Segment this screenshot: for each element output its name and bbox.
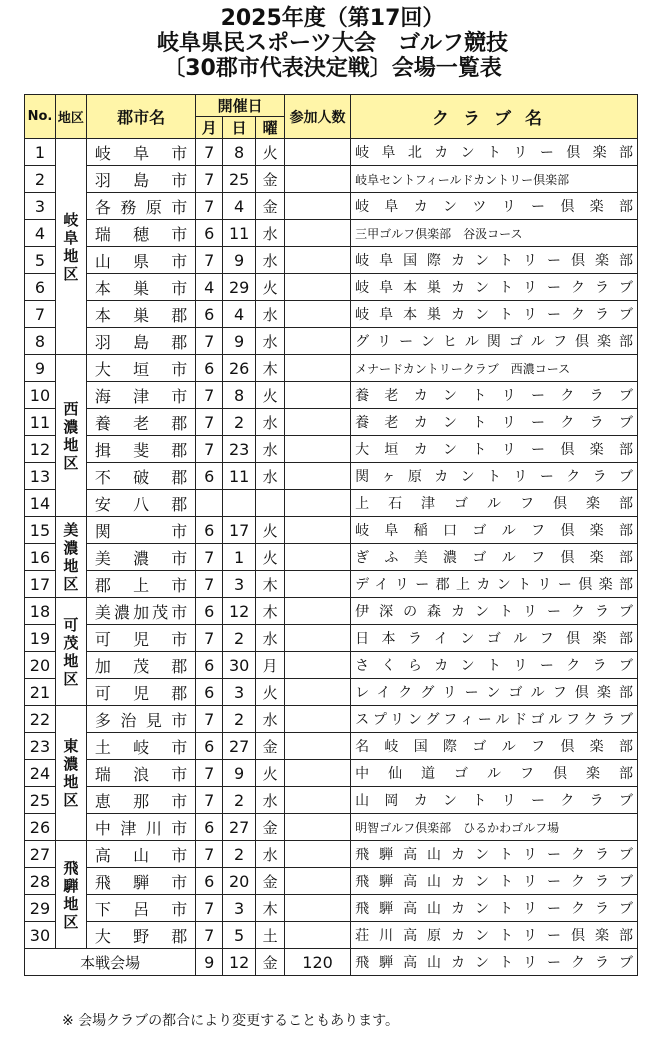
header-participants: 参加人数	[285, 95, 351, 139]
weekday-cell: 水	[256, 841, 285, 868]
row-number: 8	[25, 328, 56, 355]
participants-cell	[285, 139, 351, 166]
row-number: 24	[25, 760, 56, 787]
club-name: グリーンヒル関ゴルフ倶楽部	[351, 328, 638, 355]
row-number: 26	[25, 814, 56, 841]
region-char: 岐	[63, 210, 79, 229]
participants-cell	[285, 247, 351, 274]
table-row	[25, 760, 638, 787]
month-cell: 7	[196, 571, 223, 598]
final-participants: 120	[285, 949, 351, 976]
club-name: 荘川高原カントリー倶楽部	[351, 922, 638, 949]
participants-cell	[285, 706, 351, 733]
month-cell: 7	[196, 922, 223, 949]
row-number: 4	[25, 220, 56, 247]
weekday-cell: 金	[256, 814, 285, 841]
row-number: 1	[25, 139, 56, 166]
region-char: 東	[63, 737, 79, 755]
table-row	[25, 868, 638, 895]
region-char: 区	[63, 453, 79, 472]
table-row	[25, 490, 638, 517]
row-number: 9	[25, 355, 56, 382]
club-name: 岐阜本巣カントリークラブ	[351, 274, 638, 301]
weekday-cell: 木	[256, 598, 285, 625]
city-name: 山県市	[86, 247, 195, 274]
city-name: 不破郡	[86, 463, 195, 490]
city-name: 中津川市	[86, 814, 195, 841]
month-cell: 7	[196, 436, 223, 463]
month-cell: 7	[196, 760, 223, 787]
club-name: 岐阜セントフィールドカントリー倶楽部	[351, 166, 638, 193]
month-cell	[196, 490, 223, 517]
club-name: 名岐国際ゴルフ倶楽部	[351, 733, 638, 760]
club-name: 養老カントリークラブ	[351, 409, 638, 436]
row-number: 3	[25, 193, 56, 220]
row-number: 16	[25, 544, 56, 571]
month-cell: 7	[196, 247, 223, 274]
participants-cell	[285, 760, 351, 787]
table-row	[25, 544, 638, 571]
club-name: デイリー郡上カントリー倶楽部	[351, 571, 638, 598]
document-title	[0, 6, 665, 81]
weekday-cell: 火	[256, 382, 285, 409]
header-no: No.	[25, 95, 56, 139]
weekday-cell: 火	[256, 544, 285, 571]
day-cell: 27	[223, 733, 256, 760]
month-cell: 7	[196, 139, 223, 166]
day-cell	[223, 490, 256, 517]
table-row	[25, 382, 638, 409]
participants-cell	[285, 895, 351, 922]
weekday-cell: 水	[256, 220, 285, 247]
participants-cell	[285, 922, 351, 949]
club-name: 大垣カントリー倶楽部	[351, 436, 638, 463]
region-char: 区	[63, 575, 79, 593]
participants-cell	[285, 544, 351, 571]
table-row	[25, 625, 638, 652]
header-day: 日	[223, 117, 256, 139]
venue-table	[24, 94, 638, 976]
month-cell: 7	[196, 409, 223, 436]
city-name: 加茂郡	[86, 652, 195, 679]
participants-cell	[285, 598, 351, 625]
month-cell: 6	[196, 301, 223, 328]
club-name: 三甲ゴルフ倶楽部 谷汲コース	[351, 220, 638, 247]
club-name: 日本ラインゴルフ倶楽部	[351, 625, 638, 652]
month-cell: 6	[196, 355, 223, 382]
month-cell: 6	[196, 652, 223, 679]
month-cell: 4	[196, 274, 223, 301]
city-name: 可児郡	[86, 679, 195, 706]
month-cell: 7	[196, 193, 223, 220]
day-cell: 25	[223, 166, 256, 193]
region-char: 区	[63, 669, 79, 688]
club-name: 上石津ゴルフ倶楽部	[351, 490, 638, 517]
city-name: 瑞浪市	[86, 760, 195, 787]
club-name: ぎふ美濃ゴルフ倶楽部	[351, 544, 638, 571]
weekday-cell: 水	[256, 301, 285, 328]
row-number: 30	[25, 922, 56, 949]
month-cell: 6	[196, 517, 223, 544]
day-cell: 29	[223, 274, 256, 301]
region-3	[55, 517, 86, 598]
city-name: 恵那市	[86, 787, 195, 814]
region-char: 地	[63, 246, 79, 265]
participants-cell	[285, 220, 351, 247]
city-name: 土岐市	[86, 733, 195, 760]
region-4	[55, 598, 86, 706]
day-cell: 17	[223, 517, 256, 544]
row-number: 28	[25, 868, 56, 895]
day-cell: 30	[223, 652, 256, 679]
weekday-cell: 火	[256, 274, 285, 301]
table-row	[25, 436, 638, 463]
participants-cell	[285, 571, 351, 598]
participants-cell	[285, 733, 351, 760]
row-number: 25	[25, 787, 56, 814]
city-name: 養老郡	[86, 409, 195, 436]
participants-cell	[285, 355, 351, 382]
table-row	[25, 706, 638, 733]
region-char: 可	[63, 615, 79, 634]
club-name: さくらカントリークラブ	[351, 652, 638, 679]
final-day: 12	[223, 949, 256, 976]
region-char: 西	[63, 399, 79, 418]
final-weekday: 金	[256, 949, 285, 976]
participants-cell	[285, 517, 351, 544]
row-number: 29	[25, 895, 56, 922]
weekday-cell: 木	[256, 571, 285, 598]
city-name: 安八郡	[86, 490, 195, 517]
club-name: 中仙道ゴルフ倶楽部	[351, 760, 638, 787]
participants-cell	[285, 679, 351, 706]
day-cell: 1	[223, 544, 256, 571]
city-name: 高山市	[86, 841, 195, 868]
day-cell: 3	[223, 895, 256, 922]
row-number: 27	[25, 841, 56, 868]
club-name: スプリングフィールドゴルフクラブ	[351, 706, 638, 733]
table-row	[25, 598, 638, 625]
day-cell: 23	[223, 436, 256, 463]
header-city: 郡市名	[86, 95, 195, 139]
region-char: 区	[63, 912, 79, 931]
weekday-cell: 火	[256, 139, 285, 166]
weekday-cell	[256, 490, 285, 517]
participants-cell	[285, 328, 351, 355]
month-cell: 7	[196, 544, 223, 571]
club-name: 岐阜稲口ゴルフ倶楽部	[351, 517, 638, 544]
city-name: 本巣郡	[86, 301, 195, 328]
month-cell: 7	[196, 706, 223, 733]
row-number: 7	[25, 301, 56, 328]
table-row	[25, 463, 638, 490]
month-cell: 6	[196, 868, 223, 895]
club-name: レイクグリーンゴルフ倶楽部	[351, 679, 638, 706]
club-name: 岐阜本巣カントリークラブ	[351, 301, 638, 328]
month-cell: 6	[196, 679, 223, 706]
weekday-cell: 土	[256, 922, 285, 949]
day-cell: 4	[223, 193, 256, 220]
day-cell: 9	[223, 760, 256, 787]
table-row	[25, 841, 638, 868]
day-cell: 9	[223, 328, 256, 355]
table-row	[25, 274, 638, 301]
month-cell: 7	[196, 166, 223, 193]
row-number: 17	[25, 571, 56, 598]
table-row	[25, 895, 638, 922]
participants-cell	[285, 841, 351, 868]
row-number: 23	[25, 733, 56, 760]
city-name: 飛騨市	[86, 868, 195, 895]
club-name: 山岡カントリークラブ	[351, 787, 638, 814]
club-name: 関ヶ原カントリークラブ	[351, 463, 638, 490]
weekday-cell: 水	[256, 463, 285, 490]
table-row	[25, 571, 638, 598]
title-line-3: 〔30郡市代表決定戦〕会場一覧表	[163, 56, 502, 81]
month-cell: 6	[196, 598, 223, 625]
participants-cell	[285, 787, 351, 814]
region-char: 地	[63, 557, 79, 575]
participants-cell	[285, 868, 351, 895]
table-row	[25, 814, 638, 841]
table-row	[25, 139, 638, 166]
participants-cell	[285, 166, 351, 193]
weekday-cell: 水	[256, 706, 285, 733]
header-club: クラブ名	[351, 95, 638, 139]
city-name: 多治見市	[86, 706, 195, 733]
final-venue-row	[25, 949, 638, 976]
city-name: 羽島郡	[86, 328, 195, 355]
weekday-cell: 金	[256, 733, 285, 760]
table-row	[25, 247, 638, 274]
final-club: 飛騨高山カントリークラブ	[351, 949, 638, 976]
weekday-cell: 金	[256, 166, 285, 193]
table-row	[25, 787, 638, 814]
day-cell: 11	[223, 220, 256, 247]
participants-cell	[285, 274, 351, 301]
city-name: 岐阜市	[86, 139, 195, 166]
weekday-cell: 水	[256, 409, 285, 436]
region-char: 地	[63, 773, 79, 791]
region-char: 阜	[63, 228, 79, 247]
day-cell: 3	[223, 571, 256, 598]
participants-cell	[285, 490, 351, 517]
row-number: 11	[25, 409, 56, 436]
title-line-2: 岐阜県民スポーツ大会 ゴルフ競技	[156, 31, 509, 56]
table-row	[25, 652, 638, 679]
header-weekday: 曜	[256, 117, 285, 139]
table-row	[25, 922, 638, 949]
row-number: 18	[25, 598, 56, 625]
region-6	[55, 841, 86, 949]
weekday-cell: 水	[256, 625, 285, 652]
region-char: 茂	[63, 633, 79, 652]
month-cell: 6	[196, 814, 223, 841]
month-cell: 7	[196, 895, 223, 922]
city-name: 海津市	[86, 382, 195, 409]
table-row	[25, 220, 638, 247]
city-name: 本巣市	[86, 274, 195, 301]
table-row	[25, 166, 638, 193]
weekday-cell: 火	[256, 679, 285, 706]
region-char: 区	[63, 791, 79, 809]
city-name: 美濃市	[86, 544, 195, 571]
row-number: 13	[25, 463, 56, 490]
participants-cell	[285, 436, 351, 463]
day-cell: 5	[223, 922, 256, 949]
row-number: 10	[25, 382, 56, 409]
city-name: 下呂市	[86, 895, 195, 922]
month-cell: 7	[196, 382, 223, 409]
club-name: 飛騨高山カントリークラブ	[351, 868, 638, 895]
row-number: 14	[25, 490, 56, 517]
table-row	[25, 679, 638, 706]
table-row	[25, 301, 638, 328]
club-name: メナードカントリークラブ 西濃コース	[351, 355, 638, 382]
city-name: 美濃加茂市	[86, 598, 195, 625]
region-char: 美	[63, 521, 79, 539]
month-cell: 7	[196, 625, 223, 652]
region-char: 地	[63, 435, 79, 454]
table-row	[25, 409, 638, 436]
club-name: 飛騨高山カントリークラブ	[351, 841, 638, 868]
participants-cell	[285, 193, 351, 220]
weekday-cell: 金	[256, 193, 285, 220]
month-cell: 6	[196, 463, 223, 490]
weekday-cell: 月	[256, 652, 285, 679]
day-cell: 20	[223, 868, 256, 895]
region-5	[55, 706, 86, 841]
region-char: 騨	[63, 876, 79, 895]
table-body	[25, 139, 638, 976]
table-row	[25, 193, 638, 220]
participants-cell	[285, 409, 351, 436]
region-1	[55, 139, 86, 355]
weekday-cell: 水	[256, 328, 285, 355]
weekday-cell: 水	[256, 247, 285, 274]
city-name: 大野郡	[86, 922, 195, 949]
participants-cell	[285, 814, 351, 841]
row-number: 22	[25, 706, 56, 733]
participants-cell	[285, 463, 351, 490]
header-date: 開催日	[196, 95, 285, 117]
day-cell: 8	[223, 382, 256, 409]
weekday-cell: 火	[256, 760, 285, 787]
city-name: 大垣市	[86, 355, 195, 382]
club-name: 養老カントリークラブ	[351, 382, 638, 409]
table-row	[25, 517, 638, 544]
city-name: 各務原市	[86, 193, 195, 220]
title-line-1: 2025年度（第17回）	[220, 6, 445, 31]
region-char: 濃	[63, 417, 79, 436]
day-cell: 2	[223, 841, 256, 868]
footnote: ※ 会場クラブの都合により変更することもあります。	[62, 1013, 400, 1029]
day-cell: 2	[223, 706, 256, 733]
table-row	[25, 355, 638, 382]
day-cell: 27	[223, 814, 256, 841]
participants-cell	[285, 301, 351, 328]
month-cell: 6	[196, 733, 223, 760]
region-char: 濃	[63, 539, 79, 557]
region-char: 地	[63, 894, 79, 913]
weekday-cell: 水	[256, 787, 285, 814]
participants-cell	[285, 382, 351, 409]
table-row	[25, 733, 638, 760]
final-venue-label: 本戦会場	[25, 949, 196, 976]
club-name: 岐阜カンツリー倶楽部	[351, 193, 638, 220]
day-cell: 2	[223, 625, 256, 652]
month-cell: 7	[196, 787, 223, 814]
row-number: 2	[25, 166, 56, 193]
club-name: 飛騨高山カントリークラブ	[351, 895, 638, 922]
participants-cell	[285, 652, 351, 679]
weekday-cell: 金	[256, 868, 285, 895]
day-cell: 8	[223, 139, 256, 166]
header-month: 月	[196, 117, 223, 139]
day-cell: 11	[223, 463, 256, 490]
row-number: 20	[25, 652, 56, 679]
participants-cell	[285, 625, 351, 652]
region-char: 地	[63, 651, 79, 670]
row-number: 15	[25, 517, 56, 544]
day-cell: 12	[223, 598, 256, 625]
region-char: 飛	[63, 858, 79, 877]
city-name: 瑞穂市	[86, 220, 195, 247]
city-name: 可児市	[86, 625, 195, 652]
region-char: 区	[63, 264, 79, 283]
city-name: 関市	[86, 517, 195, 544]
final-month: 9	[196, 949, 223, 976]
weekday-cell: 水	[256, 436, 285, 463]
city-name: 揖斐郡	[86, 436, 195, 463]
day-cell: 2	[223, 787, 256, 814]
row-number: 19	[25, 625, 56, 652]
month-cell: 7	[196, 841, 223, 868]
city-name: 郡上市	[86, 571, 195, 598]
city-name: 羽島市	[86, 166, 195, 193]
table-row	[25, 328, 638, 355]
day-cell: 4	[223, 301, 256, 328]
club-name: 岐阜北カントリー倶楽部	[351, 139, 638, 166]
club-name: 岐阜国際カントリー倶楽部	[351, 247, 638, 274]
header-area: 地区	[55, 95, 86, 139]
row-number: 21	[25, 679, 56, 706]
club-name: 伊深の森カントリークラブ	[351, 598, 638, 625]
weekday-cell: 木	[256, 895, 285, 922]
day-cell: 9	[223, 247, 256, 274]
region-2	[55, 355, 86, 517]
weekday-cell: 火	[256, 517, 285, 544]
club-name: 明智ゴルフ倶楽部 ひるかわゴルフ場	[351, 814, 638, 841]
day-cell: 3	[223, 679, 256, 706]
day-cell: 26	[223, 355, 256, 382]
weekday-cell: 木	[256, 355, 285, 382]
row-number: 5	[25, 247, 56, 274]
row-number: 6	[25, 274, 56, 301]
row-number: 12	[25, 436, 56, 463]
day-cell: 2	[223, 409, 256, 436]
month-cell: 7	[196, 328, 223, 355]
month-cell: 6	[196, 220, 223, 247]
region-char: 濃	[63, 755, 79, 773]
